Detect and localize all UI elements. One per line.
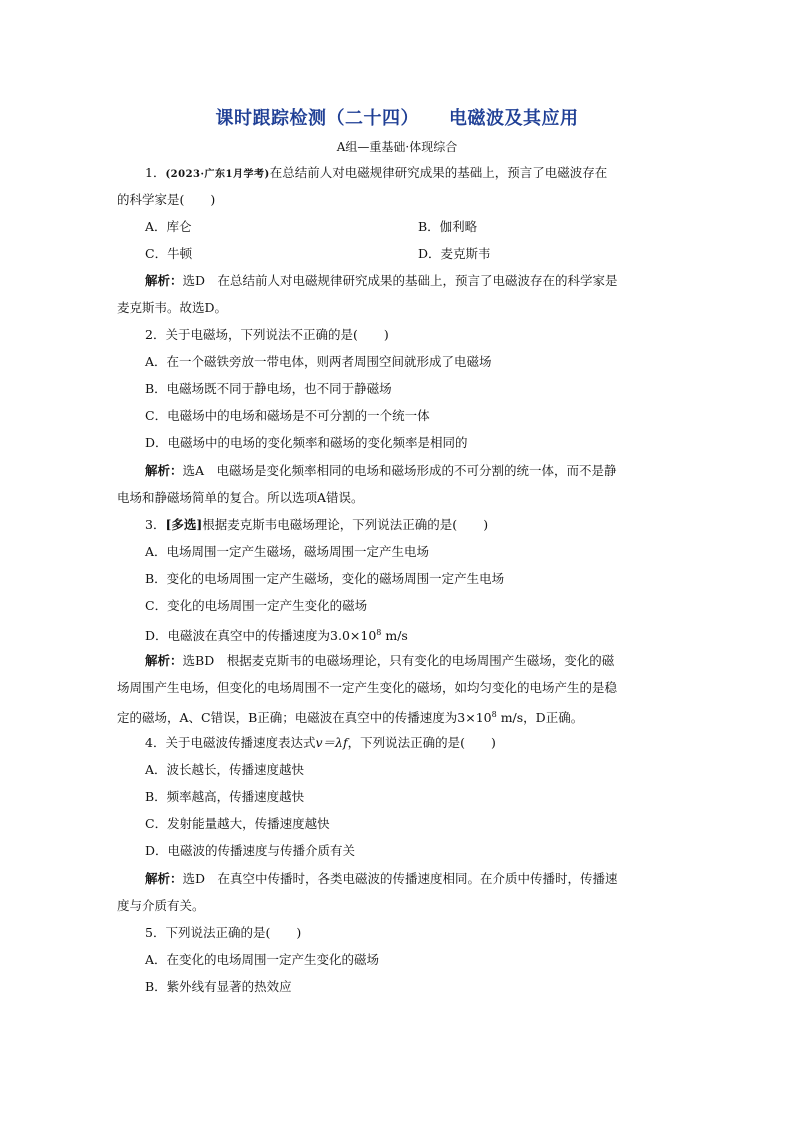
question-3-option-a: A．电场周围一定产生磁场，磁场周围一定产生电场 xyxy=(145,544,430,559)
question-3-stem: 3．[多选]根据麦克斯韦电磁场理论，下列说法正确的是( ) xyxy=(145,517,489,532)
question-3-option-b: B．变化的电场周围一定产生磁场，变化的磁场周围一定产生电场 xyxy=(145,571,505,586)
question-1-option-c: C．牛顿 xyxy=(145,246,193,261)
question-3-analysis: 解析：选BD 根据麦克斯韦的电磁场理论，只有变化的电场周围产生磁场，变化的磁 xyxy=(145,653,615,668)
formula: v＝λf xyxy=(315,735,348,750)
question-1-analysis-cont: 麦克斯韦。故选D。 xyxy=(117,300,228,315)
question-4-analysis-cont: 度与介质有关。 xyxy=(117,898,205,913)
question-1-source: (2023·广东1月学考) xyxy=(165,169,270,180)
question-5-option-a: A．在变化的电场周围一定产生变化的磁场 xyxy=(145,952,380,967)
question-5-stem: 5．下列说法正确的是( ) xyxy=(145,925,302,940)
question-2-analysis: 解析：选A 电磁场是变化频率相同的电场和磁场形成的不可分割的统一体，而不是静 xyxy=(145,463,617,478)
question-4-stem: 4．关于电磁波传播速度表达式v＝λf，下列说法正确的是( ) xyxy=(145,735,496,750)
question-1-option-d: D．麦克斯韦 xyxy=(418,246,491,261)
question-2-option-a: A．在一个磁铁旁放一带电体，则两者周围空间就形成了电磁场 xyxy=(145,354,492,369)
question-1-analysis: 解析：选D 在总结前人对电磁规律研究成果的基础上，预言了电磁波存在的科学家是 xyxy=(145,273,618,288)
question-2-option-c: C．电磁场中的电场和磁场是不可分割的一个统一体 xyxy=(145,408,430,423)
question-1-stem: 1．(2023·广东1月学考)在总结前人对电磁规律研究成果的基础上，预言了电磁波存在 xyxy=(145,165,608,180)
question-4-option-c: C．发射能量越大，传播速度越快 xyxy=(145,816,330,831)
question-4-option-d: D．电磁波的传播速度与传播介质有关 xyxy=(145,843,356,858)
question-2-option-b: B．电磁场既不同于静电场，也不同于静磁场 xyxy=(145,381,392,396)
page-title xyxy=(0,104,794,130)
question-2-analysis-cont: 电场和静磁场简单的复合。所以选项A错误。 xyxy=(117,490,364,505)
question-5-option-b: B．紫外线有显著的热效应 xyxy=(145,979,292,994)
question-1-stem-cont: 的科学家是( ) xyxy=(117,192,216,207)
question-3-option-d: D．电磁波在真空中的传播速度为$3.0\times 10^8$ m/s xyxy=(145,628,408,644)
title-main: 课时跟踪检测（二十四） xyxy=(215,108,419,129)
group-heading: A组—重基础·体现综合 xyxy=(336,140,458,154)
question-2-option-d: D．电磁场中的电场的变化频率和磁场的变化频率是相同的 xyxy=(145,435,468,450)
question-1-option-b: B．伽利略 xyxy=(418,219,478,234)
question-2-stem: 2．关于电磁场，下列说法不正确的是( ) xyxy=(145,327,389,342)
title-topic: 电磁波及其应用 xyxy=(449,108,579,129)
question-3-analysis-cont-1: 场周围产生电场，但变化的电场周围不一定产生变化的磁场，如均匀变化的电场产生的是稳 xyxy=(117,680,618,695)
question-1-option-a: A．库仑 xyxy=(145,219,192,234)
question-3-analysis-cont-2: 定的磁场，A、C错误，B正确；电磁波在真空中的传播速度为$3\times 10^8$ m/s，D正确。 xyxy=(117,710,584,726)
question-3-option-c: C．变化的电场周围一定产生变化的磁场 xyxy=(145,598,368,613)
question-4-analysis: 解析：选D 在真空中传播时，各类电磁波的传播速度相同。在介质中传播时，传播速 xyxy=(145,871,618,886)
question-4-option-b: B．频率越高，传播速度越快 xyxy=(145,789,305,804)
question-4-option-a: A．波长越长，传播速度越快 xyxy=(145,762,305,777)
question-3-tag: [多选] xyxy=(165,517,203,532)
